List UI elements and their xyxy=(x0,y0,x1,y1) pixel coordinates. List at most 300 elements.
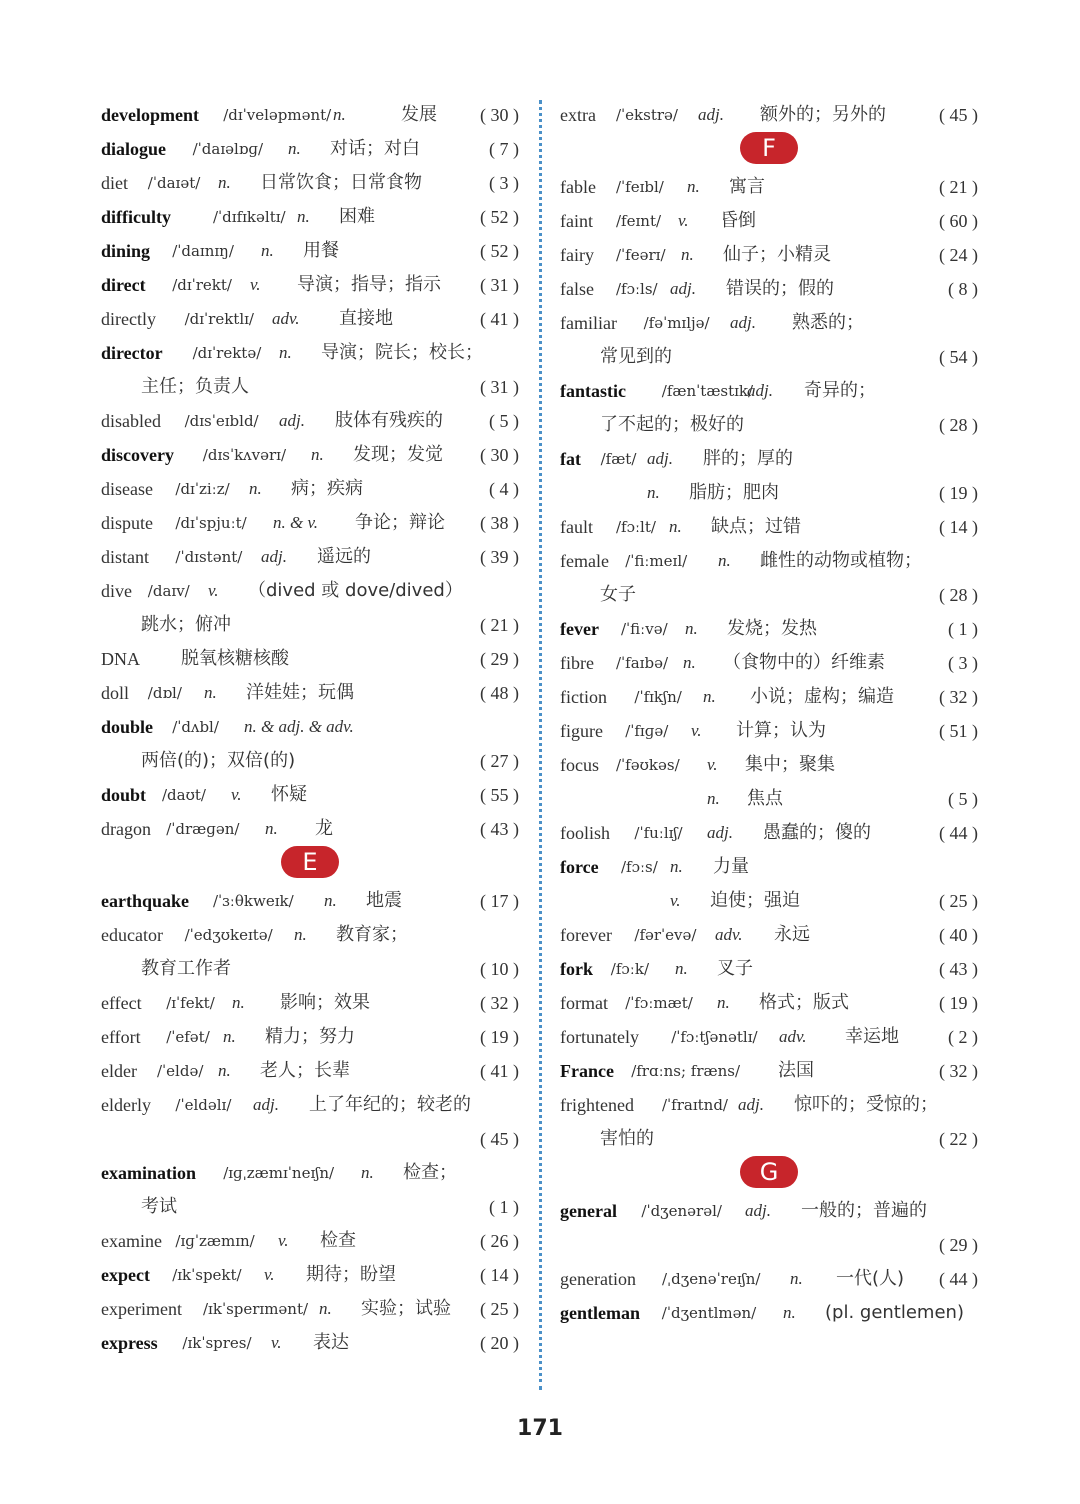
phonetic: /dɪˈrektlɪ/ xyxy=(184,310,254,328)
headword: diet xyxy=(101,173,128,193)
phonetic: /ˈfɔːmæt/ xyxy=(625,994,693,1012)
phonetic: /ˈekstrə/ xyxy=(616,106,678,124)
part-of-speech: n. xyxy=(288,139,301,158)
meaning: (pl. gentlemen) xyxy=(825,1302,964,1323)
meaning: 寓言 xyxy=(729,176,765,197)
page-reference: ( 14 ) xyxy=(480,1265,519,1285)
meaning: 叉子 xyxy=(717,958,753,979)
meaning: 一般的；普遍的 xyxy=(801,1200,927,1221)
meaning: 教育工作者 xyxy=(141,958,231,979)
part-of-speech: adj. xyxy=(698,105,724,124)
dictionary-entry xyxy=(101,540,519,574)
meaning: 小说；虚构；编造 xyxy=(750,686,894,707)
headword: disease xyxy=(101,479,153,499)
phonetic: /ɪˈfekt/ xyxy=(166,994,215,1012)
page-reference: ( 19 ) xyxy=(480,1027,519,1047)
page-reference: ( 7 ) xyxy=(489,139,519,159)
phonetic: /dɪˈveləpmənt/ xyxy=(223,106,332,124)
meaning: 洋娃娃；玩偶 xyxy=(246,682,354,703)
phonetic: /dɪsˈkʌvərɪ/ xyxy=(202,446,287,464)
meaning: （食物中的）纤维素 xyxy=(723,652,885,673)
headword: expect xyxy=(101,1265,150,1285)
page-reference: ( 10 ) xyxy=(480,959,519,979)
headword: distant xyxy=(101,547,149,567)
part-of-speech: n. xyxy=(204,683,217,702)
entry-continuation xyxy=(560,340,978,374)
part-of-speech: adj. xyxy=(747,381,773,400)
meaning: 主任；负责人 xyxy=(141,376,249,397)
entry-continuation xyxy=(560,884,978,918)
meaning: 永远 xyxy=(774,924,810,945)
part-of-speech: adj. xyxy=(279,411,305,430)
part-of-speech: adv. xyxy=(779,1027,807,1046)
page-reference: ( 8 ) xyxy=(948,279,978,299)
part-of-speech: n. xyxy=(297,207,310,226)
dictionary-entry xyxy=(101,1224,519,1258)
dictionary-entry xyxy=(101,1258,519,1292)
meaning: 检查 xyxy=(320,1230,356,1251)
phonetic: /ˈɜːθkweɪk/ xyxy=(213,892,294,910)
page-reference: ( 45 ) xyxy=(939,105,978,125)
phonetic: /dɪˈrektə/ xyxy=(192,344,262,362)
part-of-speech: adj. xyxy=(647,449,673,468)
meaning: 导演；指导；指示 xyxy=(297,274,441,295)
phonetic: /ˈeldə/ xyxy=(157,1062,204,1080)
page-reference: ( 1 ) xyxy=(948,619,978,639)
page-reference: ( 48 ) xyxy=(480,683,519,703)
page-reference: ( 19 ) xyxy=(939,993,978,1013)
headword: false xyxy=(560,279,594,299)
meaning: 熟悉的； xyxy=(792,312,864,333)
meaning: 常见到的 xyxy=(600,346,672,367)
page-reference: ( 4 ) xyxy=(489,479,519,499)
headword: doubt xyxy=(101,785,147,805)
headword: female xyxy=(560,551,609,571)
phonetic: /ˈfɪɡə/ xyxy=(625,722,669,740)
meaning: 发现；发觉 xyxy=(353,444,443,465)
phonetic: /fænˈtæstɪk/ xyxy=(661,382,754,400)
meaning: 直接地 xyxy=(339,308,393,329)
part-of-speech: v. xyxy=(278,1231,289,1250)
dictionary-entry xyxy=(101,98,519,132)
dictionary-entry xyxy=(560,374,978,408)
dictionary-entry xyxy=(560,306,978,340)
phonetic: /ˈfɔːtʃənətlɪ/ xyxy=(671,1028,758,1046)
meaning: 惊吓的；受惊的； xyxy=(794,1094,938,1115)
part-of-speech: n. xyxy=(703,687,716,706)
meaning: 导演；院长；校长； xyxy=(321,342,483,363)
phonetic: /ˈfeərɪ/ xyxy=(616,246,666,264)
phonetic: /ˈdʌbl/ xyxy=(172,718,219,736)
part-of-speech: adj. xyxy=(253,1095,279,1114)
phonetic: /dɪˈspjuːt/ xyxy=(175,514,247,532)
phonetic: /ɪkˈspekt/ xyxy=(172,1266,242,1284)
part-of-speech: adv. xyxy=(272,309,300,328)
part-of-speech: n. xyxy=(361,1163,374,1182)
part-of-speech: adj. xyxy=(738,1095,764,1114)
phonetic: /ˈfeɪbl/ xyxy=(616,178,664,196)
part-of-speech: n. xyxy=(249,479,262,498)
page-reference: ( 19 ) xyxy=(939,483,978,503)
meaning: 法国 xyxy=(778,1060,814,1081)
meaning: 遥远的 xyxy=(317,546,371,567)
dictionary-entry xyxy=(101,506,519,540)
part-of-speech: n. xyxy=(232,993,245,1012)
phonetic: /daʊt/ xyxy=(162,786,206,804)
page-reference: ( 21 ) xyxy=(939,177,978,197)
meaning: 愚蠢的；傻的 xyxy=(763,822,871,843)
meaning: 迫使；强迫 xyxy=(710,890,800,911)
phonetic: /ˈfɪkʃn/ xyxy=(634,688,682,706)
phonetic: /ˈfuːlɪʃ/ xyxy=(634,824,683,842)
dictionary-entry xyxy=(560,1296,978,1330)
column-divider xyxy=(539,100,542,1390)
dictionary-entry xyxy=(101,132,519,166)
page-reference: ( 25 ) xyxy=(480,1299,519,1319)
entry-continuation xyxy=(101,952,519,986)
page-reference: ( 2 ) xyxy=(948,1027,978,1047)
dictionary-entry xyxy=(560,714,978,748)
phonetic: /ˈfəʊkəs/ xyxy=(616,756,680,774)
meaning: 两倍(的)；双倍(的) xyxy=(141,750,296,771)
headword: foolish xyxy=(560,823,611,843)
headword: France xyxy=(560,1061,614,1081)
dictionary-entry xyxy=(101,1020,519,1054)
part-of-speech: v. xyxy=(231,785,242,804)
meaning: 怀疑 xyxy=(271,784,307,805)
headword: difficulty xyxy=(101,207,171,227)
part-of-speech: adj. xyxy=(261,547,287,566)
phonetic: /ˈdaɪəlɒɡ/ xyxy=(192,140,264,158)
entry-continuation xyxy=(560,1122,978,1156)
phonetic: /ɪɡˌzæmɪˈneɪʃn/ xyxy=(223,1164,335,1182)
page-reference: ( 14 ) xyxy=(939,517,978,537)
entry-continuation xyxy=(560,408,978,442)
meaning: 仙子；小精灵 xyxy=(723,244,831,265)
phonetic: /ˈfiːmeɪl/ xyxy=(625,552,688,570)
part-of-speech: adj. xyxy=(730,313,756,332)
page-reference: ( 41 ) xyxy=(480,1061,519,1081)
phonetic: /ˈdʒenərəl/ xyxy=(641,1202,722,1220)
page-reference: ( 43 ) xyxy=(939,959,978,979)
headword: development xyxy=(101,105,199,125)
part-of-speech: n. xyxy=(218,173,231,192)
phonetic: /ˈfraɪtnd/ xyxy=(662,1096,728,1114)
meaning: 集中；聚集 xyxy=(745,754,835,775)
phonetic: /ˈdræɡən/ xyxy=(166,820,240,838)
phonetic: /dɒl/ xyxy=(147,684,182,702)
dictionary-entry xyxy=(101,676,519,710)
dictionary-entry xyxy=(560,680,978,714)
section-letter xyxy=(560,132,978,170)
part-of-speech: n. xyxy=(324,891,337,910)
page-reference: ( 27 ) xyxy=(480,751,519,771)
part-of-speech: n. xyxy=(687,177,700,196)
meaning: 了不起的；极好的 xyxy=(600,414,744,435)
part-of-speech: n. xyxy=(319,1299,332,1318)
dictionary-entry xyxy=(560,816,978,850)
page-number: 171 xyxy=(517,1416,563,1441)
dictionary-entry xyxy=(101,574,519,608)
headword: extra xyxy=(560,105,596,125)
part-of-speech: n. xyxy=(670,857,683,876)
page-reference: ( 25 ) xyxy=(939,891,978,911)
headword: dining xyxy=(101,241,151,261)
dictionary-entry xyxy=(560,1020,978,1054)
dictionary-entry xyxy=(101,166,519,200)
page-reference: ( 52 ) xyxy=(480,241,519,261)
phonetic: /fərˈevə/ xyxy=(634,926,697,944)
phonetic: /fæt/ xyxy=(600,450,637,468)
headword: fault xyxy=(560,517,593,537)
dictionary-entry xyxy=(560,986,978,1020)
phonetic: /ˈdɪfɪkəltɪ/ xyxy=(213,208,286,226)
meaning: 计算；认为 xyxy=(736,720,826,741)
page-reference: ( 24 ) xyxy=(939,245,978,265)
dictionary-entry xyxy=(101,812,519,846)
meaning: 跳水；俯冲 xyxy=(141,614,231,635)
headword: fork xyxy=(560,959,593,979)
phonetic: /daɪv/ xyxy=(147,582,190,600)
headword: directly xyxy=(101,309,156,329)
section-letter xyxy=(560,1156,978,1194)
meaning: 争论；辩论 xyxy=(355,512,445,533)
dictionary-entry xyxy=(101,234,519,268)
part-of-speech: n. xyxy=(718,551,731,570)
headword: force xyxy=(560,857,599,877)
headword: dialogue xyxy=(101,139,167,159)
phonetic: /fɔːs/ xyxy=(621,858,658,876)
page-reference: ( 32 ) xyxy=(480,993,519,1013)
part-of-speech: n. xyxy=(218,1061,231,1080)
meaning: 表达 xyxy=(313,1332,349,1353)
headword: director xyxy=(101,343,163,363)
meaning: 奇异的； xyxy=(804,380,876,401)
page-reference: ( 5 ) xyxy=(948,789,978,809)
part-of-speech: v. xyxy=(271,1333,282,1352)
page-reference: ( 60 ) xyxy=(939,211,978,231)
meaning: 期待；盼望 xyxy=(306,1264,396,1285)
dictionary-entry xyxy=(101,302,519,336)
entry-continuation xyxy=(101,1122,519,1156)
page-reference: ( 39 ) xyxy=(480,547,519,567)
meaning: 昏倒 xyxy=(720,210,756,231)
dictionary-entry xyxy=(101,918,519,952)
phonetic: /ˈdʒentlmən/ xyxy=(661,1304,757,1322)
part-of-speech: v. xyxy=(250,275,261,294)
headword: express xyxy=(101,1333,158,1353)
meaning: 上了年纪的；较老的 xyxy=(309,1094,471,1115)
part-of-speech: v. xyxy=(264,1265,275,1284)
headword: experiment xyxy=(101,1299,182,1319)
dictionary-entry xyxy=(560,952,978,986)
part-of-speech: adj. xyxy=(670,279,696,298)
dictionary-entry xyxy=(560,510,978,544)
phonetic: /ˈfaɪbə/ xyxy=(616,654,669,672)
phonetic: /fɔːk/ xyxy=(610,960,649,978)
meaning: 地震 xyxy=(366,890,402,911)
headword: earthquake xyxy=(101,891,190,911)
headword: figure xyxy=(560,721,603,741)
entry-continuation xyxy=(101,608,519,642)
meaning: 实验；试验 xyxy=(361,1298,451,1319)
headword: fortunately xyxy=(560,1027,639,1047)
headword: dive xyxy=(101,581,132,601)
page-reference: ( 30 ) xyxy=(480,445,519,465)
headword: focus xyxy=(560,755,599,775)
part-of-speech: n. xyxy=(685,619,698,638)
part-of-speech: n. xyxy=(675,959,688,978)
entry-continuation xyxy=(101,1190,519,1224)
dictionary-entry xyxy=(560,748,978,782)
part-of-speech: v. xyxy=(678,211,689,230)
headword: gentleman xyxy=(560,1303,640,1323)
meaning: 困难 xyxy=(339,206,375,227)
part-of-speech: n. xyxy=(223,1027,236,1046)
part-of-speech: n. xyxy=(279,343,292,362)
meaning: 额外的；另外的 xyxy=(760,104,886,125)
headword: frightened xyxy=(560,1095,634,1115)
page-reference: ( 22 ) xyxy=(939,1129,978,1149)
headword: fairy xyxy=(560,245,594,265)
headword: fat xyxy=(560,449,581,469)
dictionary-entry xyxy=(101,1156,519,1190)
page-reference: ( 21 ) xyxy=(480,615,519,635)
letter-badge: G xyxy=(740,1156,798,1188)
headword: discovery xyxy=(101,445,174,465)
headword: examine xyxy=(101,1231,162,1251)
left-column xyxy=(101,98,519,1360)
page-reference: ( 41 ) xyxy=(480,309,519,329)
page-reference: ( 32 ) xyxy=(939,687,978,707)
letter-badge: E xyxy=(281,846,339,878)
dictionary-entry xyxy=(101,1088,519,1122)
dictionary-entry xyxy=(560,1054,978,1088)
part-of-speech: n. xyxy=(265,819,278,838)
headword: fable xyxy=(560,177,596,197)
dictionary-entry xyxy=(101,1292,519,1326)
meaning: 检查； xyxy=(403,1162,457,1183)
meaning: 病；疾病 xyxy=(291,478,363,499)
part-of-speech: adj. xyxy=(745,1201,771,1220)
entry-continuation xyxy=(101,744,519,778)
part-of-speech: n. xyxy=(717,993,730,1012)
meaning: 女子 xyxy=(600,584,636,605)
dictionary-entry xyxy=(101,986,519,1020)
phonetic: /ˌdʒenəˈreɪʃn/ xyxy=(662,1270,761,1288)
headword: educator xyxy=(101,925,163,945)
page-reference: ( 3 ) xyxy=(489,173,519,193)
headword: examination xyxy=(101,1163,197,1183)
phonetic: /fɔːlt/ xyxy=(616,518,656,536)
headword: DNA xyxy=(101,649,140,669)
dictionary-entry xyxy=(560,646,978,680)
dictionary-entry xyxy=(560,442,978,476)
letter-badge: F xyxy=(740,132,798,164)
entry-continuation xyxy=(560,476,978,510)
phonetic: /fɔːls/ xyxy=(616,280,658,298)
page-reference: ( 40 ) xyxy=(939,925,978,945)
phonetic: /ɪkˈsperɪmənt/ xyxy=(203,1300,309,1318)
dictionary-entry xyxy=(560,170,978,204)
headword: double xyxy=(101,717,154,737)
dictionary-entry xyxy=(560,272,978,306)
part-of-speech: n. & v. xyxy=(273,513,319,532)
meaning: 肢体有残疾的 xyxy=(335,410,443,431)
headword: faint xyxy=(560,211,593,231)
dictionary-entry xyxy=(560,1194,978,1228)
meaning: 日常饮食；日常食物 xyxy=(260,172,422,193)
dictionary-entry xyxy=(560,238,978,272)
meaning: 错误的；假的 xyxy=(726,278,834,299)
entry-continuation xyxy=(560,1228,978,1262)
part-of-speech: v. xyxy=(208,581,219,600)
headword: fiction xyxy=(560,687,607,707)
headword: elderly xyxy=(101,1095,151,1115)
meaning: 焦点 xyxy=(747,788,783,809)
right-column xyxy=(560,98,978,1330)
phonetic: /ˈeldəlɪ/ xyxy=(175,1096,232,1114)
page-reference: ( 1 ) xyxy=(489,1197,519,1217)
headword: elder xyxy=(101,1061,137,1081)
dictionary-entry xyxy=(101,710,519,744)
page-reference: ( 55 ) xyxy=(480,785,519,805)
phonetic: /ɪɡˈzæmɪn/ xyxy=(175,1232,255,1250)
headword: generation xyxy=(560,1269,636,1289)
dictionary-entry xyxy=(101,1326,519,1360)
part-of-speech: n. xyxy=(311,445,324,464)
dictionary-entry xyxy=(560,850,978,884)
headword: fever xyxy=(560,619,599,639)
part-of-speech: n. xyxy=(783,1303,796,1322)
meaning: 用餐 xyxy=(303,240,339,261)
meaning: 发烧；发热 xyxy=(727,618,817,639)
meaning: 力量 xyxy=(713,856,749,877)
part-of-speech: n. xyxy=(261,241,274,260)
phonetic: /frɑːns; fræns/ xyxy=(631,1062,741,1080)
page-reference: ( 32 ) xyxy=(939,1061,978,1081)
dictionary-entry xyxy=(101,268,519,302)
page-reference: ( 52 ) xyxy=(480,207,519,227)
page-reference: ( 29 ) xyxy=(480,649,519,669)
phonetic: /ˈdaɪnɪŋ/ xyxy=(172,242,234,260)
meaning: 幸运地 xyxy=(845,1026,899,1047)
dictionary-entry xyxy=(101,642,519,676)
headword: format xyxy=(560,993,608,1013)
headword: direct xyxy=(101,275,146,295)
phonetic: /ˈdɪstənt/ xyxy=(175,548,243,566)
meaning: 老人；长辈 xyxy=(260,1060,350,1081)
meaning: 害怕的 xyxy=(600,1128,654,1149)
dictionary-entry xyxy=(560,544,978,578)
headword: effort xyxy=(101,1027,141,1047)
part-of-speech: adj. xyxy=(707,823,733,842)
phonetic: /fəˈmɪljə/ xyxy=(643,314,710,332)
page-reference: ( 31 ) xyxy=(480,377,519,397)
section-letter xyxy=(101,846,519,884)
phonetic: /ɪkˈspres/ xyxy=(182,1334,252,1352)
headword: general xyxy=(560,1201,617,1221)
phonetic: /ˈefət/ xyxy=(166,1028,210,1046)
dictionary-entry xyxy=(560,918,978,952)
headword: dragon xyxy=(101,819,151,839)
headword: effect xyxy=(101,993,142,1013)
headword: fantastic xyxy=(560,381,626,401)
meaning: 缺点；过错 xyxy=(711,516,801,537)
page-reference: ( 44 ) xyxy=(939,1269,978,1289)
dictionary-entry xyxy=(101,1054,519,1088)
page-reference: ( 5 ) xyxy=(489,411,519,431)
